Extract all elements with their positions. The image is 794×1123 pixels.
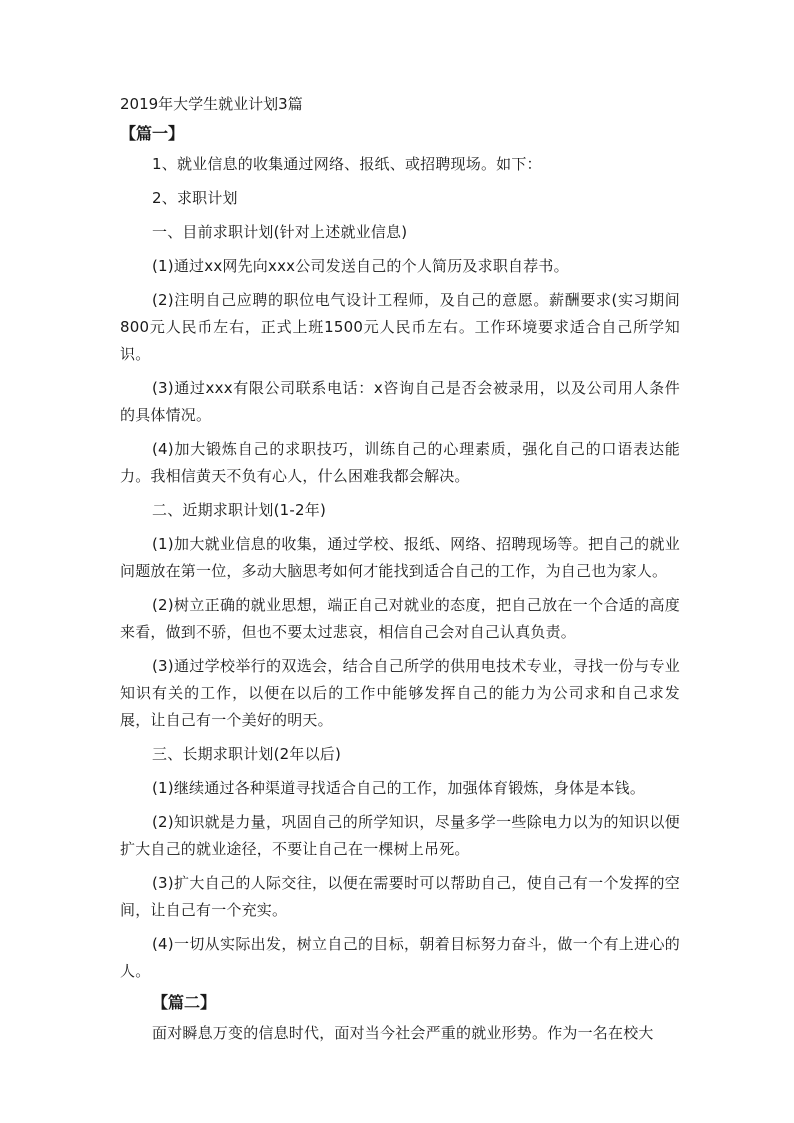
- paragraph: (1)继续通过各种渠道寻找适合自己的工作，加强体育锻炼，身体是本钱。: [152, 779, 646, 797]
- paragraph: (3)通过xxx有限公司联系电话：x咨询自己是否会被录用，以及公司用人条件的具体情况。: [120, 379, 680, 424]
- section-header-1: 【篇一】: [120, 124, 185, 143]
- document-title: 2019年大学生就业计划3篇: [120, 95, 303, 113]
- paragraph: 面对瞬息万变的信息时代，面对当今社会严重的就业形势。作为一名在校大: [152, 1024, 654, 1042]
- paragraph: (2)树立正确的就业思想，端正自己对就业的态度，把自己放在一个合适的高度来看，做到不骄，但也不要太过悲哀，相信自己会对自己认真负责。: [120, 596, 680, 641]
- document-page: [120, 93, 680, 1054]
- paragraph: (2)知识就是力量，巩固自己的所学知识，尽量多学一些除电力以为的知识以便扩大自己的就业途径，不要让自己在一棵树上吊死。: [120, 813, 680, 858]
- section-header-2: 【篇二】: [152, 993, 217, 1012]
- paragraph: 二、近期求职计划(1-2年): [152, 501, 327, 519]
- paragraph: (4)一切从实际出发，树立自己的目标，朝着目标努力奋斗，做一个有上进心的人。: [120, 935, 680, 980]
- paragraph: (3)通过学校举行的双选会，结合自己所学的供用电技术专业，寻找一份与专业知识有关的工作，以便在以后的工作中能够发挥自己的能力为公司求和自己求发展，让自己有一个美好的明天。: [120, 657, 680, 729]
- paragraph: (1)加大就业信息的收集，通过学校、报纸、网络、招聘现场等。把自己的就业问题放在第一位，多动大脑思考如何才能找到适合自己的工作，为自己也为家人。: [120, 535, 680, 580]
- paragraph: (2)注明自己应聘的职位电气设计工程师，及自己的意愿。薪酬要求(实习期间800元人民币左右，正式上班1500元人民币左右。工作环境要求适合自己所学知识。: [120, 291, 680, 363]
- paragraph: 一、目前求职计划(针对上述就业信息): [152, 223, 408, 241]
- paragraph: 1、就业信息的收集通过网络、报纸、或招聘现场。如下：: [152, 155, 542, 173]
- paragraph: 2、求职计划: [152, 189, 238, 207]
- paragraph: 三、长期求职计划(2年以后): [152, 745, 342, 763]
- paragraph: (3)扩大自己的人际交往，以便在需要时可以帮助自己，使自己有一个发挥的空间，让自己有一个充实。: [120, 874, 680, 919]
- paragraph: (4)加大锻炼自己的求职技巧，训练自己的心理素质，强化自己的口语表达能力。我相信黄天不负有心人，什么困难我都会解决。: [120, 440, 680, 485]
- paragraph: (1)通过xx网先向xxx公司发送自己的个人简历及求职自荐书。: [152, 257, 569, 275]
